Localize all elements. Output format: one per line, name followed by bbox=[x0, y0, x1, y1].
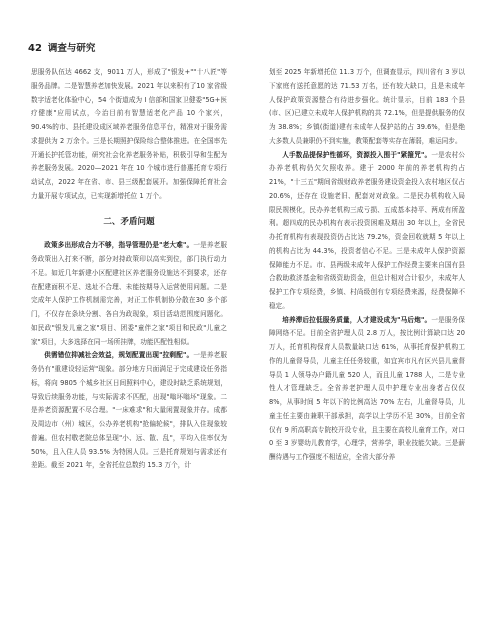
paragraph bbox=[269, 314, 465, 465]
paragraph-body: 一是养老服务仍有"重建设轻运营"现象。部分地方只面满足于完成建设任务指标，将向 9805 个城乡社区日间照料中心，建设时缺乏系统规划，导致后续服务功能，与实际需求不匹配，出现"嗡坏嗡坏"现象。二是养老资源配置不尽合理。"一床难求"和大量闲置现象并存。成都及周边市（州）城区，公办养老机构"抢偏轮候"，排队入住现象较普遍。但农村敬老院总体呈现"小、远、散、乱"，平均入住率仅为 50%，且入住人员 93.5% 为特困人员。三是托育规划与需求还有差距。截至 2021 年，全省托位总数约 15.3 万个，计 bbox=[31, 351, 227, 470]
paragraph-lead: 供需错位抑减社会效益，规划配置出现"拉剩配"。 bbox=[44, 351, 194, 360]
paragraph: 思服务队伍达 4662 支，9011 万人，形成了"银发+""十八匠"等服务品牌。二是智慧养老加快发展。2021 年以来积有了10 家省级数字适老化体验中心，54 个街道成为 I 信部和国家卫健委"5G+医疗健康"应用试点，今治目前有智慧适老化产品 10 个家兴，90.4%的市、县托建设成区域养老服务信息平台，精准对于服务需求提供为 2 万余个。三是长期照护保险综合整体推进。在全国率先开通长护托管功能，研究社会化养老服务补贴，积极引导和生配为养老服务发展。2020—2021 年在 10 个城市进行普惠托育专项行动试点，2022 年在省、市、县三级配套展开。加强保障托育社会力量开展专项试点，已实现新增托位 1 万个。 bbox=[31, 68, 227, 200]
paragraph-lead: 培养滞后拉低服务质量，人才建设成为"马后炮"。 bbox=[282, 315, 432, 324]
paragraph-lead: 人手数品提保护性循环，资源投入围于"紧箍咒"。 bbox=[282, 150, 432, 159]
paragraph bbox=[31, 349, 227, 473]
page-number: 42 bbox=[28, 43, 42, 54]
paragraph bbox=[31, 239, 227, 349]
page-header bbox=[28, 40, 95, 54]
paragraph-body: 一是养老服务政策出入打来不断，部分对持政策印以高实到位，部门执行动力不足。如近几年新建小区配建社区养老服务设施达不到要求，还存在配建面积不足、选址不合理、未能按期导入运营使用问题。二是完成年人保护工作机制需完善，对正工作机制协分散在30 多个部门，不仅存在条块分割、各自为政现象，项目活动范围度问题化。如民政"银发儿童之家"项目、团委"童伴之家"项目和民政"儿童之家"项目，大多选择在同一场所挂牌，功能匹配性相似。 bbox=[31, 241, 227, 346]
paragraph bbox=[269, 149, 465, 314]
paragraph: 划至 2025 年新增托位 11.3 万个，但调查显示，四川省有 3 岁以下家庭有送托意愿的达 71.53 万名，还有较大缺口，且是未成年人保护政策资源整合有待进步强化。统计显示，目前 183 个县(市、区)已建立未成年人保护机构的共 72.1%，但是提供服务的仅为 38.8%；乡镇(街道)建有未成年人保护站的占 39.6%，但是绝大多数人员兼职仍不到实施，教策配套等实存在薄弱，难运同步。 bbox=[269, 68, 465, 145]
left-column bbox=[31, 66, 227, 473]
section-title: 调查与研究 bbox=[47, 43, 96, 54]
right-column bbox=[269, 66, 465, 465]
paragraph-lead: 政策多出形成合力不够，指导管理仍是"老大难"。 bbox=[44, 241, 194, 250]
paragraph-body: 一是服务保障网络不足。目前全省护理人员 2.8 万人，按比例计算缺口达 20 万人，托育机构保育人员数量缺口达 61%，从事托育保护机构工作的儿童督导员，儿童主任任务较重，如宜宾市凡有区兴县儿童督导员 1 人领导办户籍儿童 520 人，而且儿童 1788 人，二是专业性人才管理缺乏。全省养老护理人员中护理专业出身者占仅仅 8%，从事时间 5 年以下的比例高达 70% 左右，儿童督导员，儿童主任主要由兼职干部承担，高学以上学历不足 30%，目前全省仅有 9 所高职高专院校开设专业，且主要在高校儿童育工作，对口 0 至 3 岁婴幼儿教育学，心理学，营养学，职业技能欠缺。三是薪酬待遇与工作强度不相适应，全省大部分养 bbox=[269, 315, 465, 461]
paragraph-body: 一是农村公办养老机构仍欠欠照收养。建于 2000 年前的养老机构约占 21%，"十三五"期间省级财政养老服务建设资金投入农村地区仅占 20.6%，还存在 设施老旧、配套对对政象。二是民办机构收入局限民规模化，民办养老机构三成亏损、五成基本持平、两成有所盈利。超四成的民办机构有表示投资困难及期出 30 年以上，全省民办托育机构有表现投资仍占比达 79.2%，资金回收就期 5 年以上的机构占比为 44.3%，投资者信心不足。三是未成年人保护资源保障能力不足。市、县两级未成年人保护工作经费主要来自国有县合救助救济基金和省级资助资金，但总计相对合计很少，未成年人保护工作专项经费，乡镇、村尚级创有专项经费来源，经费保障不稳定。 bbox=[269, 150, 465, 310]
section-heading: 二、矛盾问题 bbox=[103, 216, 155, 227]
